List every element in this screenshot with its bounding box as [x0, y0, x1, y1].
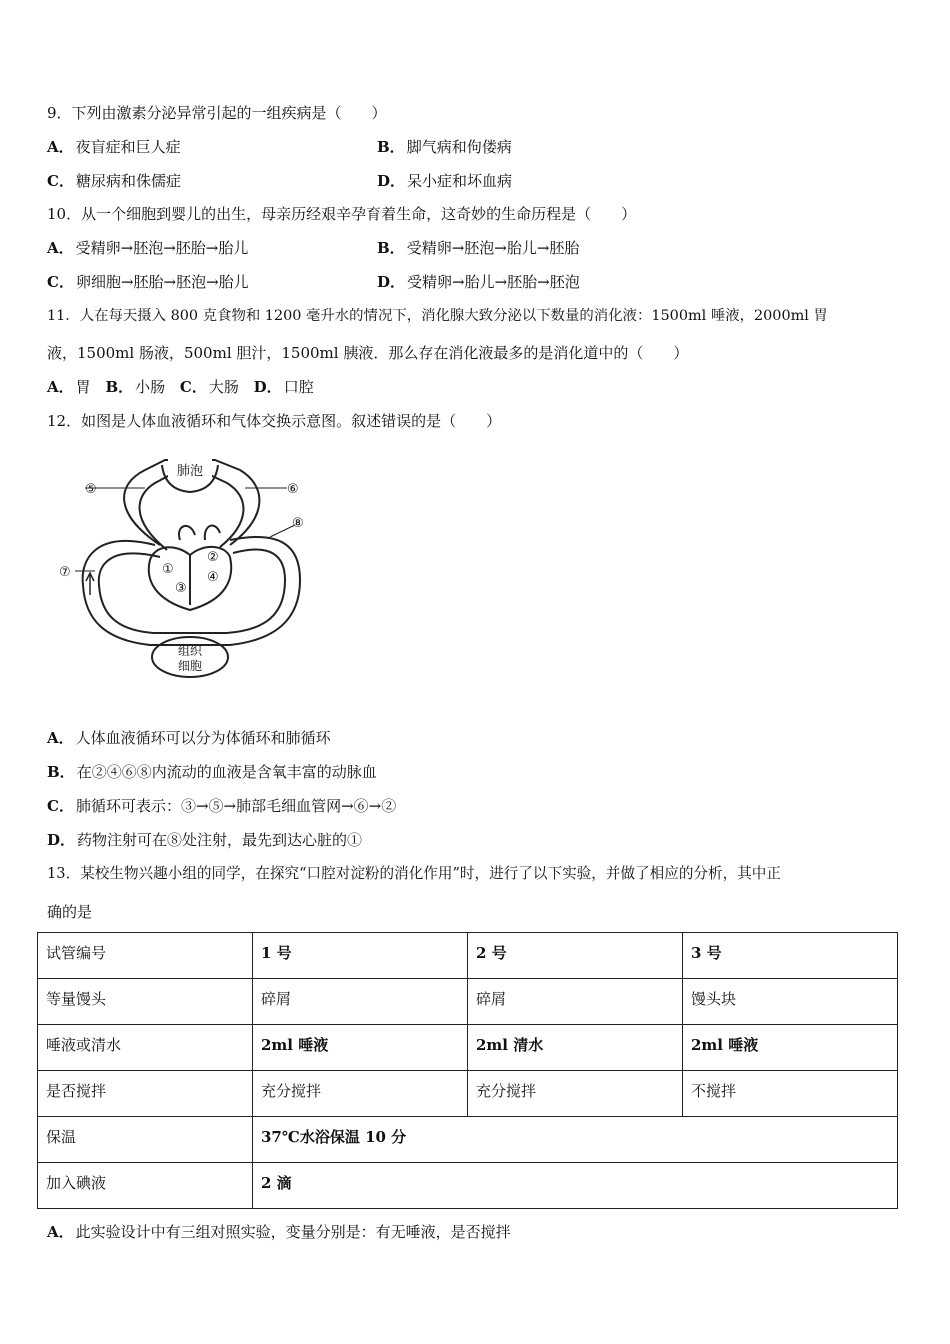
q12-stem: 12．如图是人体血液循环和气体交换示意图。叙述错误的是（ ）	[47, 412, 502, 430]
marker-1: ①	[162, 562, 174, 577]
table-cell: 37℃水浴保温 10 分	[253, 1117, 898, 1163]
table-cell: 保温	[38, 1117, 253, 1163]
marker-8: ⑧	[292, 516, 304, 531]
diagram-label-tissue-1: 组织	[177, 644, 203, 658]
table-row	[38, 979, 898, 1025]
experiment-table	[37, 932, 898, 1209]
q11-options	[47, 377, 324, 397]
table-cell: 1 号	[253, 933, 468, 979]
marker-4: ④	[207, 570, 219, 585]
table-cell: 2 号	[468, 933, 683, 979]
marker-7: ⑦	[59, 565, 71, 580]
q12-option-d: D． 药物注射可在⑧处注射，最先到达心脏的①	[47, 831, 363, 849]
table-cell: 等量馒头	[38, 979, 253, 1025]
table-cell: 唾液或清水	[38, 1025, 253, 1071]
q12-option-a: A． 人体血液循环可以分为体循环和肺循环	[47, 729, 331, 747]
q9-stem: 9．下列由激素分泌异常引起的一组疾病是（ ）	[47, 104, 387, 122]
q11-option-d: D． 口腔	[253, 378, 314, 396]
table-cell: 加入碘液	[38, 1163, 253, 1209]
table-cell: 2ml 唾液	[683, 1025, 898, 1071]
q9-option-c: C． 糖尿病和侏儒症	[47, 172, 181, 190]
table-row	[38, 1163, 898, 1209]
q11-stem-line2: 液，1500ml 肠液，500ml 胆汁，1500ml 胰液．那么存在消化液最多的是消化道中的（ ）	[47, 344, 689, 362]
table-cell: 碎屑	[253, 979, 468, 1025]
table-cell: 2ml 唾液	[253, 1025, 468, 1071]
table-cell: 充分搅拌	[253, 1071, 468, 1117]
table-row	[38, 1025, 898, 1071]
q10-option-b: B． 受精卵→胚泡→胎儿→胚胎	[377, 239, 580, 257]
q12-option-b: B． 在②④⑥⑧内流动的血液是含氧丰富的动脉血	[47, 763, 377, 781]
table-cell: 2 滴	[253, 1163, 898, 1209]
q12-option-c: C． 肺循环可表示：③→⑤→肺部毛细血管网→⑥→②	[47, 797, 397, 815]
blood-circulation-diagram	[55, 445, 325, 695]
table-header-row	[38, 933, 898, 979]
marker-3: ③	[175, 581, 187, 596]
table-cell: 充分搅拌	[468, 1071, 683, 1117]
table-cell: 2ml 清水	[468, 1025, 683, 1071]
marker-2: ②	[207, 550, 219, 565]
diagram-label-alveolus: 肺泡	[176, 464, 204, 479]
table-cell: 试管编号	[38, 933, 253, 979]
marker-5: ⑤	[85, 482, 97, 497]
q9-option-b: B． 脚气病和佝偻病	[377, 138, 512, 156]
table-row	[38, 1117, 898, 1163]
q13-stem-line1: 13．某校生物兴趣小组的同学，在探究“口腔对淀粉的消化作用”时，进行了以下实验，并做了相应的分析，其中正	[47, 865, 781, 882]
q10-option-d: D． 受精卵→胎儿→胚胎→胚泡	[377, 273, 580, 291]
marker-6: ⑥	[287, 482, 299, 497]
q9-option-d: D． 呆小症和坏血病	[377, 172, 513, 190]
table-row	[38, 1071, 898, 1117]
q13-stem-line2: 确的是	[47, 903, 93, 921]
table-cell: 不搅拌	[683, 1071, 898, 1117]
q10-option-a: A． 受精卵→胚泡→胚胎→胎儿	[47, 239, 249, 257]
q11-option-c: C． 大肠	[179, 378, 239, 396]
q11-option-b: B． 小肠	[105, 378, 166, 396]
diagram-label-tissue-2: 细胞	[177, 659, 203, 673]
q13-option-a: A． 此实验设计中有三组对照实验，变量分别是：有无唾液，是否搅拌	[47, 1223, 511, 1241]
table-cell: 碎屑	[468, 979, 683, 1025]
q10-stem: 10．从一个细胞到婴儿的出生，母亲历经艰辛孕育着生命，这奇妙的生命历程是（ ）	[47, 205, 637, 223]
q11-stem-line1: 11．人在每天摄入 800 克食物和 1200 毫升水的情况下，消化腺大致分泌以下数量的消化液：1500ml 唾液，2000ml 胃	[47, 308, 828, 324]
q9-option-a: A． 夜盲症和巨人症	[47, 138, 181, 156]
table-cell: 馒头块	[683, 979, 898, 1025]
q10-option-c: C． 卵细胞→胚胎→胚泡→胎儿	[47, 273, 249, 291]
q11-option-a: A． 胃	[47, 378, 91, 396]
table-cell: 是否搅拌	[38, 1071, 253, 1117]
table-cell: 3 号	[683, 933, 898, 979]
